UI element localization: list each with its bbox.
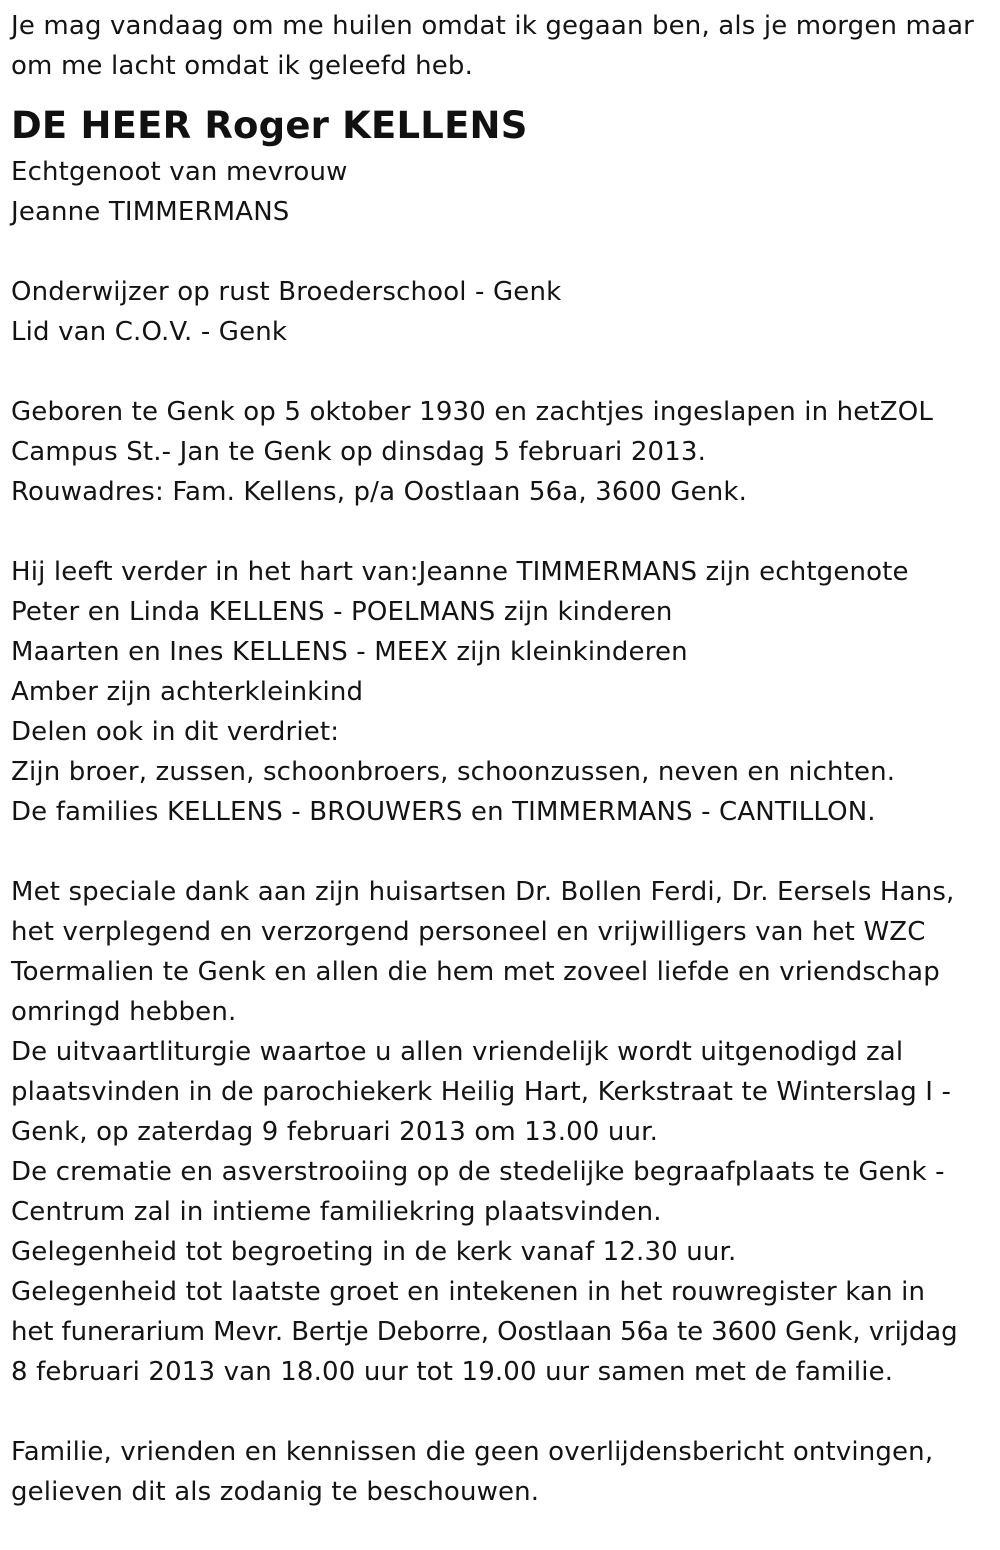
spouse-line: Jeanne TIMMERMANS [11, 197, 290, 227]
quote-line: Je mag vandaag om me huilen omdat ik gegaan ben, als je morgen maar [11, 11, 975, 41]
family-line: Delen ook in dit verdriet: [11, 717, 340, 747]
ceremony-line: het verplegend en verzorgend personeel en vrijwilligers van het WZC [11, 917, 926, 947]
family-section [11, 552, 996, 832]
spouse-line: Echtgenoot van mevrouw [11, 157, 348, 187]
roles-section [11, 272, 996, 352]
ceremony-line: Toermalien te Genk en allen die hem met zoveel liefde en vriendschap [11, 957, 940, 987]
ceremony-line: Genk, op zaterdag 9 februari 2013 om 13.00 uur. [11, 1117, 659, 1147]
ceremony-line: het funerarium Mevr. Bertje Deborre, Oostlaan 56a te 3600 Genk, vrijdag [11, 1317, 958, 1347]
closing-section [11, 1432, 996, 1512]
ceremony-line: De crematie en asverstrooiing op de stedelijke begraafplaats te Genk - [11, 1157, 945, 1187]
spacer [11, 232, 996, 272]
birth-death-line: Campus St.- Jan te Genk op dinsdag 5 februari 2013. [11, 437, 707, 467]
birth-death-line: Geboren te Genk op 5 oktober 1930 en zachtjes ingeslapen in hetZOL [11, 397, 934, 427]
spacer [11, 512, 996, 552]
ceremony-line: 8 februari 2013 van 18.00 uur tot 19.00 uur samen met de familie. [11, 1357, 894, 1387]
family-line: De families KELLENS - BROUWERS en TIMMERMANS - CANTILLON. [11, 797, 876, 827]
birth-death-line: Rouwadres: Fam. Kellens, p/a Oostlaan 56a, 3600 Genk. [11, 477, 748, 507]
family-line: Zijn broer, zussen, schoonbroers, schoonzussen, neven en nichten. [11, 757, 896, 787]
ceremony-line: Centrum zal in intieme familiekring plaatsvinden. [11, 1197, 662, 1227]
thanks-ceremony-section [11, 872, 996, 1392]
family-line: Peter en Linda KELLENS - POELMANS zijn kinderen [11, 597, 673, 627]
ceremony-line: plaatsvinden in de parochiekerk Heilig Hart, Kerkstraat te Winterslag I - [11, 1077, 952, 1107]
spacer [11, 1392, 996, 1432]
ceremony-line: Met speciale dank aan zijn huisartsen Dr. Bollen Ferdi, Dr. Eersels Hans, [11, 877, 955, 907]
role-line: Lid van C.O.V. - Genk [11, 317, 288, 347]
closing-line: Familie, vrienden en kennissen die geen overlijdensbericht ontvingen, [11, 1437, 934, 1467]
opening-quote [11, 6, 996, 86]
family-line: Maarten en Ines KELLENS - MEEX zijn kleinkinderen [11, 637, 688, 667]
family-line: Amber zijn achterkleinkind [11, 677, 364, 707]
spacer [11, 832, 996, 872]
family-line: Hij leeft verder in het hart van:Jeanne TIMMERMANS zijn echtgenote [11, 557, 909, 587]
ceremony-line: De uitvaartliturgie waartoe u allen vriendelijk wordt uitgenodigd zal [11, 1037, 904, 1067]
ceremony-line: Gelegenheid tot laatste groet en intekenen in het rouwregister kan in [11, 1277, 926, 1307]
role-line: Onderwijzer op rust Broederschool - Genk [11, 277, 562, 307]
spouse-section [11, 152, 996, 232]
quote-line: om me lacht omdat ik geleefd heb. [11, 51, 473, 81]
deceased-name: DE HEER Roger KELLENS [11, 104, 528, 147]
obituary-notice [11, 6, 996, 1512]
birth-death-section [11, 392, 996, 512]
spacer [11, 352, 996, 392]
ceremony-line: omringd hebben. [11, 997, 237, 1027]
closing-line: gelieven dit als zodanig te beschouwen. [11, 1477, 540, 1507]
ceremony-line: Gelegenheid tot begroeting in de kerk vanaf 12.30 uur. [11, 1237, 737, 1267]
